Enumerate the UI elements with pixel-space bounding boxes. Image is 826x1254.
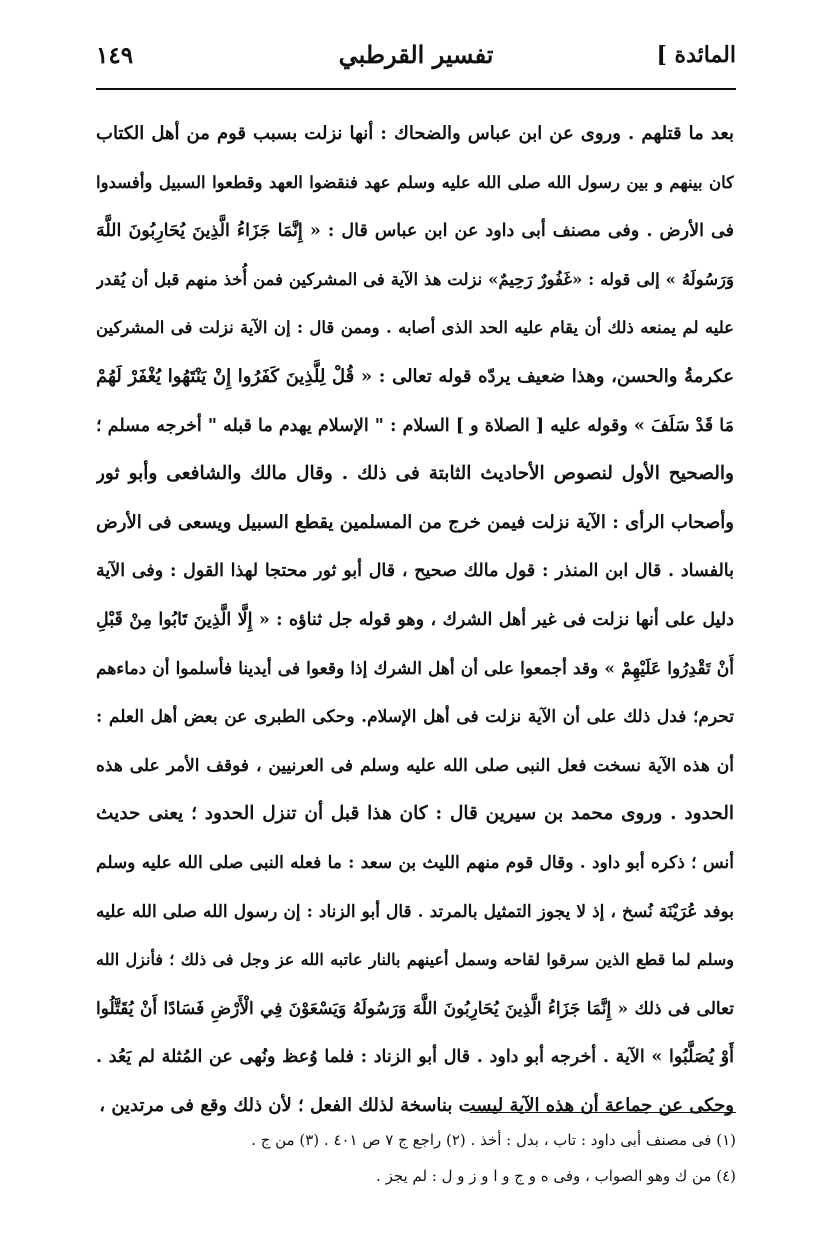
text-line: تحرم؛ فدل ذلك على أن الآية نزلت فى أهل الإسلام. وحكى الطبرى عن بعض أهل العلم :	[96, 707, 734, 728]
text-line: بعد ما قتلهم . وروى عن ابن عباس والضحاك : أنها نزلت بسبب قوم من أهل الكتاب	[96, 123, 734, 144]
text-line: فى الأرض . وفى مصنف أبى داود عن ابن عباس قال : « إِنَّمَا جَزَاءُ الَّذِينَ يُحَارِبُونَ اللَّهَ	[96, 221, 734, 242]
text-line: الحدود . وروى محمد بن سيرين قال : كان هذا قبل أن تنزل الحدود ؛ يعنى حديث	[96, 803, 734, 825]
text-line: عكرمةُ والحسن، وهذا ضعيف يردّه قوله تعالى : « قُلْ لِلَّذِينَ كَفَرُوا إِنْ يَنْتَهُوا يُغْفَرْ لَهُمْ	[96, 365, 734, 387]
page-header	[96, 36, 736, 86]
text-line: بوفد عُرَيْنَة نُسخ ، إذ لا يجوز التمثيل بالمرتد . قال أبو الزناد : إن رسول الله صلى الله عليه	[96, 901, 734, 922]
text-line: والصحيح الأول لنصوص الأحاديث الثابتة فى ذلك . وقال مالك والشافعى وأبو ثور	[96, 463, 734, 485]
text-line: دليل على أنها نزلت فى غير أهل الشرك ، وهو قوله جل ثناؤه : « إِلَّا الَّذِينَ تَابُوا مِنْ قَبْلِ	[96, 609, 734, 630]
text-line: وَرَسُولَهُ » إلى قوله : «غَفُورٌ رَحِيمٌ» نزلت هذ الآية فى المشركين فمن أُخذ منهم قبل أن يُقدر	[96, 269, 734, 289]
text-line: تعالى فى ذلك « إِنَّمَا جَزَاءُ الَّذِينَ يُحَارِبُونَ اللَّهَ وَرَسُولَهُ وَيَسْعَوْنَ فِي الْأَرْضِ فَسَادًا أَنْ يُقَتَّلُوا	[96, 998, 734, 1019]
footnotes	[96, 1122, 736, 1194]
sura-name: المائدة ]	[656, 42, 736, 68]
body-text	[96, 110, 734, 1130]
header-divider	[96, 88, 736, 90]
text-line: أن هذه الآية نسخت فعل النبى صلى الله عليه وسلم فى العرنيين ، فوقف الأمر على هذه	[96, 755, 734, 776]
text-line: أَنْ تَقْدِرُوا عَلَيْهِمْ » وقد أجمعوا على أن أهل الشرك إذا وقعوا فى أيدينا فأسلموا أن دماءهم	[96, 658, 734, 679]
footnote-line: (١) فى مصنف أبى داود : تاب ، بدل : أخذ . (٢) راجع ج ٧ ص ٤٠١ . (٣) من ج .	[251, 1131, 736, 1149]
text-line: عليه لم يمنعه ذلك أن يقام عليه الحد الذى أصابه . وممن قال : إن الآية نزلت فى المشركين	[96, 318, 734, 338]
footnote-divider	[470, 1112, 736, 1113]
page-number: ١٤٩	[96, 42, 134, 69]
text-line: بالفساد . قال ابن المنذر : قول مالك صحيح ، قال أبو ثور محتجا لهذا القول : وفى الآية	[96, 561, 734, 582]
text-line: وأصحاب الرأى : الآية نزلت فيمن خرج من المسلمين يقطع السبيل ويسعى فى الأرض	[96, 511, 734, 533]
text-line: وسلم لما قطع الذين سرقوا لقاحه وسمل أعينهم بالنار عاتبه الله عز وجل فى ذلك ؛ فأنزل الله	[96, 950, 734, 970]
book-title: تفسير القرطبي	[338, 40, 494, 69]
text-line: أَوْ يُصَلَّبُوا » الآية . أخرجه أبو داود . قال أبو الزناد : فلما وُعظ ونُهى عن المُثلة لم يَعُد .	[96, 1047, 734, 1068]
text-line: مَا قَدْ سَلَفَ » وقوله عليه [ الصلاة و ] السلام : " الإسلام يهدم ما قبله " أخرجه مسلم ؛	[96, 415, 734, 436]
text-line: وحكى عن جماعة أن هذه الآية ليست بناسخة لذلك الفعل ؛ لأن ذلك وقع فى مرتدين ،	[99, 1094, 734, 1116]
footnote-line: (٤) من ك وهو الصواب ، وفى ه و ج و ا و ز و ل : لم يجز .	[376, 1167, 736, 1185]
text-line: أنس ؛ ذكره أبو داود . وقال قوم منهم الليث بن سعد : ما فعله النبى صلى الله عليه وسلم	[96, 852, 734, 873]
text-line: كان بينهم و بين رسول الله صلى الله عليه وسلم عهد فنقضوا العهد وقطعوا السبيل وأفسدوا	[96, 172, 734, 192]
